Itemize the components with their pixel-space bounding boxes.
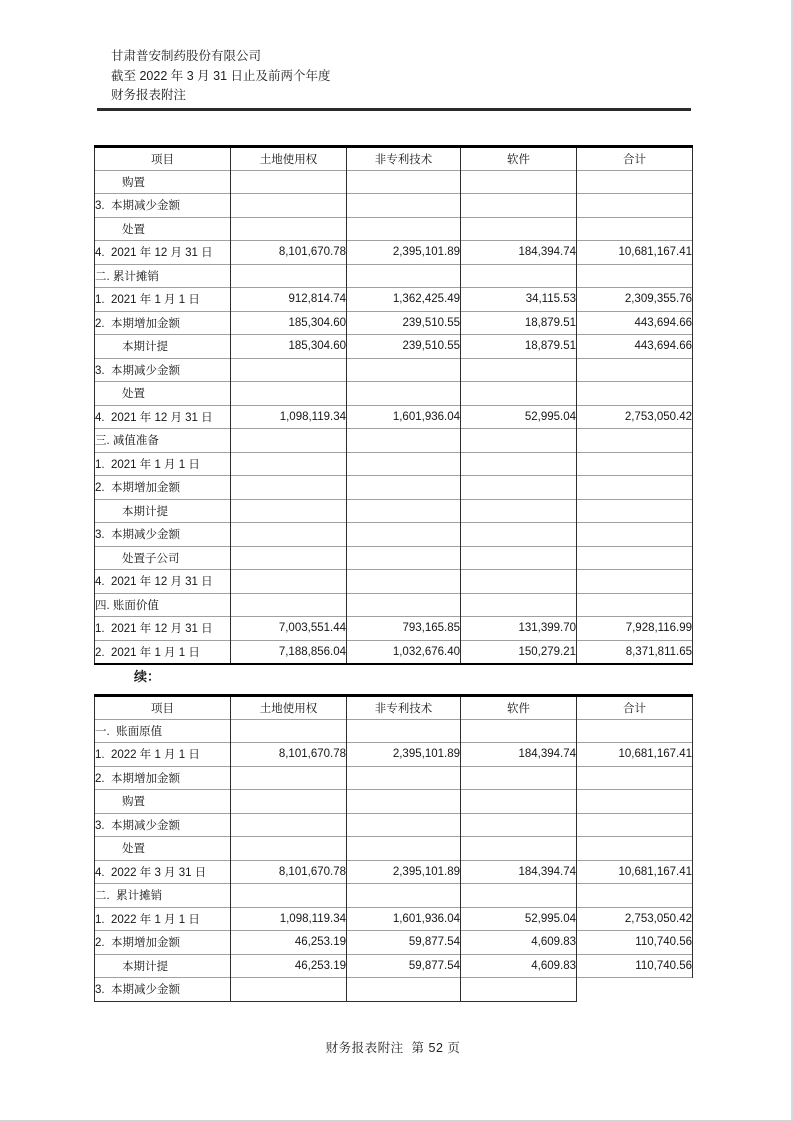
cell-value <box>231 837 347 861</box>
column-header: 软件 <box>461 147 577 171</box>
intangible-assets-rollforward-2021 <box>94 145 693 665</box>
cell-value <box>231 593 347 617</box>
cell-value <box>347 476 461 500</box>
cell-value: 2,395,101.89 <box>347 241 461 265</box>
cell-value <box>231 546 347 570</box>
cell-value: 150,279.21 <box>461 640 577 664</box>
table-row <box>95 790 693 814</box>
table-row <box>95 217 693 241</box>
table-row <box>95 405 693 429</box>
cell-value: 185,304.60 <box>231 335 347 359</box>
cell-value <box>461 194 577 218</box>
cell-value: 8,101,670.78 <box>231 860 347 884</box>
cell-value: 4,609.83 <box>461 954 577 978</box>
row-label: 2. 2021 年 1 月 1 日 <box>95 640 231 664</box>
table-row <box>95 617 693 641</box>
cell-value <box>461 790 577 814</box>
row-label: 4. 2022 年 3 月 31 日 <box>95 860 231 884</box>
cell-value <box>347 358 461 382</box>
cell-value <box>347 264 461 288</box>
cell-value <box>461 217 577 241</box>
cell-value: 1,098,119.34 <box>231 907 347 931</box>
cell-value <box>577 476 693 500</box>
column-header: 土地使用权 <box>231 147 347 171</box>
cell-value: 46,253.19 <box>231 931 347 955</box>
row-label: 1. 2022 年 1 月 1 日 <box>95 907 231 931</box>
cell-value <box>461 884 577 908</box>
cell-value <box>347 217 461 241</box>
cell-value <box>231 978 347 1002</box>
cell-value <box>231 217 347 241</box>
cell-value <box>461 170 577 194</box>
cell-value <box>347 499 461 523</box>
cell-value <box>461 452 577 476</box>
intangible-assets-rollforward-2022q1 <box>94 694 693 1002</box>
cell-value <box>461 719 577 743</box>
row-label: 1. 2022 年 1 月 1 日 <box>95 743 231 767</box>
continuation-label: 续： <box>134 669 161 684</box>
cell-value: 239,510.55 <box>347 311 461 335</box>
column-header: 合计 <box>577 696 693 720</box>
cell-value: 18,879.51 <box>461 335 577 359</box>
row-label: 本期计提 <box>95 954 231 978</box>
cell-value: 793,165.85 <box>347 617 461 641</box>
row-label: 4. 2021 年 12 月 31 日 <box>95 570 231 594</box>
row-label: 2. 本期增加金额 <box>95 766 231 790</box>
cell-value <box>577 264 693 288</box>
cell-value <box>347 452 461 476</box>
cell-value <box>347 429 461 453</box>
row-label: 3. 本期减少金额 <box>95 358 231 382</box>
cell-value <box>577 978 693 1002</box>
cell-value <box>461 593 577 617</box>
cell-value <box>577 837 693 861</box>
table-row <box>95 382 693 406</box>
row-label: 4. 2021 年 12 月 31 日 <box>95 241 231 265</box>
cell-value <box>347 194 461 218</box>
table-row <box>95 954 693 978</box>
row-label: 3. 本期减少金额 <box>95 523 231 547</box>
cell-value <box>461 523 577 547</box>
cell-value <box>347 593 461 617</box>
row-label: 2. 本期增加金额 <box>95 476 231 500</box>
cell-value: 1,032,676.40 <box>347 640 461 664</box>
table-row <box>95 907 693 931</box>
table-row <box>95 743 693 767</box>
row-label: 处置 <box>95 382 231 406</box>
column-header: 非专利技术 <box>347 147 461 171</box>
cell-value <box>577 452 693 476</box>
table-row <box>95 288 693 312</box>
column-header: 土地使用权 <box>231 696 347 720</box>
header-divider <box>97 108 691 111</box>
cell-value <box>347 766 461 790</box>
cell-value <box>231 523 347 547</box>
table-row <box>95 311 693 335</box>
cell-value <box>577 217 693 241</box>
row-label: 四. 账面价值 <box>95 593 231 617</box>
cell-value <box>347 546 461 570</box>
cell-value <box>231 790 347 814</box>
table-header-row <box>95 147 693 171</box>
cell-value: 912,814.74 <box>231 288 347 312</box>
cell-value <box>231 358 347 382</box>
cell-value: 10,681,167.41 <box>577 743 693 767</box>
cell-value: 2,395,101.89 <box>347 860 461 884</box>
cell-value <box>231 813 347 837</box>
row-label: 2. 本期增加金额 <box>95 931 231 955</box>
cell-value <box>231 884 347 908</box>
table-row <box>95 523 693 547</box>
cell-value <box>577 546 693 570</box>
cell-value <box>347 813 461 837</box>
cell-value <box>231 499 347 523</box>
cell-value: 2,309,355.76 <box>577 288 693 312</box>
table-row <box>95 264 693 288</box>
cell-value <box>231 170 347 194</box>
cell-value <box>461 429 577 453</box>
cell-value <box>231 452 347 476</box>
column-header: 合计 <box>577 147 693 171</box>
cell-value: 8,101,670.78 <box>231 241 347 265</box>
cell-value <box>577 523 693 547</box>
cell-value <box>577 570 693 594</box>
row-label: 购置 <box>95 790 231 814</box>
row-label: 购置 <box>95 170 231 194</box>
cell-value <box>231 719 347 743</box>
table-row <box>95 546 693 570</box>
cell-value <box>231 766 347 790</box>
cell-value <box>231 570 347 594</box>
table-row <box>95 241 693 265</box>
cell-value: 239,510.55 <box>347 335 461 359</box>
document-header <box>111 47 331 106</box>
cell-value: 59,877.54 <box>347 954 461 978</box>
cell-value: 7,003,551.44 <box>231 617 347 641</box>
cell-value <box>461 546 577 570</box>
table-row <box>95 335 693 359</box>
cell-value: 52,995.04 <box>461 405 577 429</box>
cell-value <box>231 429 347 453</box>
cell-value: 4,609.83 <box>461 931 577 955</box>
table-row <box>95 766 693 790</box>
column-header: 项目 <box>95 696 231 720</box>
cell-value <box>461 837 577 861</box>
row-label: 3. 本期减少金额 <box>95 978 231 1002</box>
column-header: 项目 <box>95 147 231 171</box>
cell-value <box>577 499 693 523</box>
cell-value <box>577 766 693 790</box>
cell-value <box>347 570 461 594</box>
cell-value: 443,694.66 <box>577 335 693 359</box>
cell-value: 184,394.74 <box>461 241 577 265</box>
row-label: 本期计提 <box>95 499 231 523</box>
cell-value: 1,601,936.04 <box>347 405 461 429</box>
table-row <box>95 860 693 884</box>
cell-value <box>347 523 461 547</box>
table-row <box>95 499 693 523</box>
cell-value <box>461 264 577 288</box>
cell-value: 131,399.70 <box>461 617 577 641</box>
row-label: 处置 <box>95 217 231 241</box>
table-row <box>95 640 693 664</box>
row-label: 本期计提 <box>95 335 231 359</box>
cell-value <box>347 790 461 814</box>
table-row <box>95 170 693 194</box>
row-label: 1. 2021 年 12 月 31 日 <box>95 617 231 641</box>
row-label: 处置子公司 <box>95 546 231 570</box>
cell-value: 184,394.74 <box>461 860 577 884</box>
cell-value: 184,394.74 <box>461 743 577 767</box>
row-label: 4. 2021 年 12 月 31 日 <box>95 405 231 429</box>
cell-value: 110,740.56 <box>577 954 693 978</box>
row-label: 二. 累计摊销 <box>95 264 231 288</box>
cell-value <box>577 790 693 814</box>
cell-value <box>347 884 461 908</box>
table-row <box>95 931 693 955</box>
report-period: 截至 2022 年 3 月 31 日止及前两个年度 <box>111 68 331 83</box>
cell-value <box>461 382 577 406</box>
cell-value: 2,395,101.89 <box>347 743 461 767</box>
table-row <box>95 476 693 500</box>
table-row <box>95 719 693 743</box>
row-label: 二. 累计摊销 <box>95 884 231 908</box>
cell-value <box>347 978 461 1002</box>
cell-value <box>577 593 693 617</box>
doc-title: 财务报表附注 <box>111 88 187 102</box>
cell-value <box>461 978 577 1002</box>
cell-value <box>577 429 693 453</box>
column-header: 非专利技术 <box>347 696 461 720</box>
table-row <box>95 570 693 594</box>
table-row <box>95 452 693 476</box>
row-label: 3. 本期减少金额 <box>95 813 231 837</box>
table-row <box>95 837 693 861</box>
cell-value: 52,995.04 <box>461 907 577 931</box>
cell-value <box>347 170 461 194</box>
cell-value <box>231 264 347 288</box>
cell-value <box>461 358 577 382</box>
cell-value <box>347 837 461 861</box>
row-label: 1. 2021 年 1 月 1 日 <box>95 452 231 476</box>
cell-value <box>461 570 577 594</box>
cell-value: 443,694.66 <box>577 311 693 335</box>
cell-value: 110,740.56 <box>577 931 693 955</box>
cell-value <box>461 476 577 500</box>
cell-value: 10,681,167.41 <box>577 860 693 884</box>
column-header: 软件 <box>461 696 577 720</box>
cell-value <box>577 170 693 194</box>
cell-value: 46,253.19 <box>231 954 347 978</box>
cell-value <box>231 476 347 500</box>
cell-value <box>347 382 461 406</box>
cell-value <box>461 813 577 837</box>
cell-value: 7,188,856.04 <box>231 640 347 664</box>
cell-value <box>231 194 347 218</box>
table-header-row <box>95 696 693 720</box>
cell-value: 10,681,167.41 <box>577 241 693 265</box>
row-label: 3. 本期减少金额 <box>95 194 231 218</box>
table-row <box>95 429 693 453</box>
cell-value <box>577 719 693 743</box>
page-footer: 财务报表附注 第 52 页 <box>325 1041 461 1055</box>
cell-value <box>577 358 693 382</box>
cell-value <box>577 813 693 837</box>
row-label: 三. 减值准备 <box>95 429 231 453</box>
table-row <box>95 194 693 218</box>
table-row <box>95 593 693 617</box>
cell-value: 1,362,425.49 <box>347 288 461 312</box>
table-row <box>95 813 693 837</box>
row-label: 1. 2021 年 1 月 1 日 <box>95 288 231 312</box>
cell-value: 2,753,050.42 <box>577 907 693 931</box>
table-row <box>95 358 693 382</box>
row-label: 一. 账面原值 <box>95 719 231 743</box>
cell-value: 185,304.60 <box>231 311 347 335</box>
cell-value: 59,877.54 <box>347 931 461 955</box>
cell-value: 8,371,811.65 <box>577 640 693 664</box>
table-row <box>95 884 693 908</box>
cell-value <box>231 382 347 406</box>
table-row <box>95 978 693 1002</box>
cell-value <box>577 194 693 218</box>
cell-value <box>461 499 577 523</box>
cell-value <box>577 382 693 406</box>
row-label: 处置 <box>95 837 231 861</box>
cell-value: 1,098,119.34 <box>231 405 347 429</box>
cell-value <box>461 766 577 790</box>
cell-value: 1,601,936.04 <box>347 907 461 931</box>
cell-value: 2,753,050.42 <box>577 405 693 429</box>
row-label: 2. 本期增加金额 <box>95 311 231 335</box>
cell-value: 8,101,670.78 <box>231 743 347 767</box>
cell-value: 7,928,116.99 <box>577 617 693 641</box>
cell-value <box>577 884 693 908</box>
cell-value: 34,115.53 <box>461 288 577 312</box>
cell-value: 18,879.51 <box>461 311 577 335</box>
company-name: 甘肃普安制药股份有限公司 <box>111 49 262 63</box>
cell-value <box>347 719 461 743</box>
